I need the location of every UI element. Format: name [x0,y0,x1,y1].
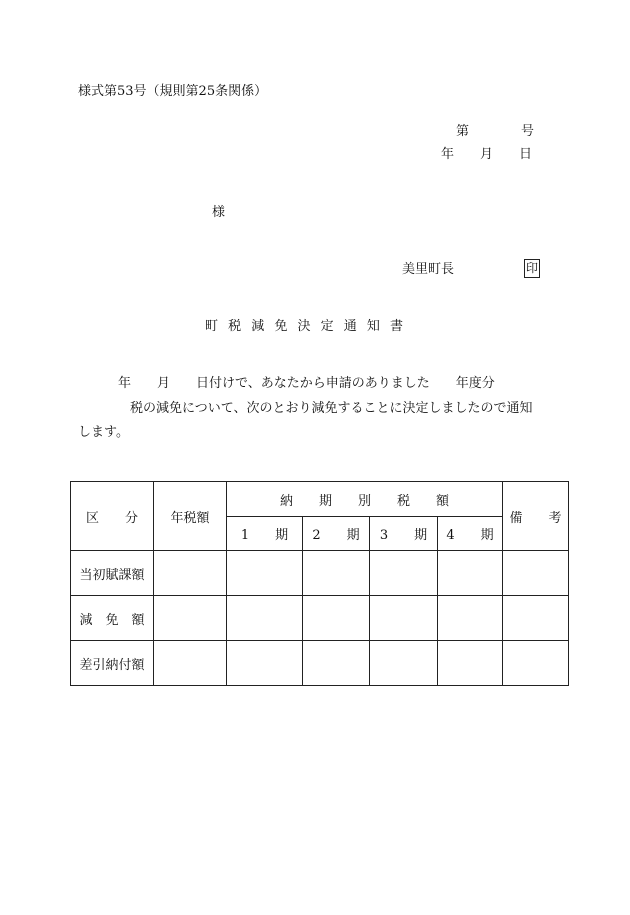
table-row [71,551,569,596]
row-label: 差引納付額 [71,641,154,686]
table-row [71,596,569,641]
document-title: 町 税 減 免 決 定 通 知 書 [205,319,404,334]
annual-tax-cell[interactable] [154,551,227,596]
header-period-3: 3 期 [370,517,438,551]
period-cell[interactable] [227,551,303,596]
header-period-4: 4 期 [438,517,503,551]
issuer-name: 美里町長 [402,262,455,277]
header-category: 区 分 [71,482,154,551]
row-label: 当初賦課額 [71,551,154,596]
row-label: 減 免 額 [71,596,154,641]
annual-tax-cell[interactable] [154,596,227,641]
form-number: 様式第53号（規則第25条関係） [78,84,268,99]
remarks-cell[interactable] [503,641,569,686]
period-cell[interactable] [227,641,303,686]
table-header-row [71,482,569,517]
period-cell[interactable] [438,551,503,596]
period-cell[interactable] [303,641,370,686]
remarks-cell[interactable] [503,596,569,641]
header-installments: 納 期 別 税 額 [227,482,503,517]
period-cell[interactable] [303,596,370,641]
period-cell[interactable] [370,596,438,641]
table-row [71,641,569,686]
period-cell[interactable] [227,596,303,641]
annual-tax-cell[interactable] [154,641,227,686]
period-cell[interactable] [438,641,503,686]
period-cell[interactable] [438,596,503,641]
body-line-3: します。 [78,425,129,440]
header-period-2: 2 期 [303,517,370,551]
addressee-honorific: 様 [212,205,226,220]
header-annual-tax: 年税額 [154,482,227,551]
seal-mark: 印 [524,259,540,278]
tax-reduction-table [70,481,569,686]
period-cell[interactable] [370,551,438,596]
document-date: 年 月 日 [441,147,533,162]
document-number: 第 号 [456,124,535,139]
header-remarks: 備 考 [503,482,569,551]
remarks-cell[interactable] [503,551,569,596]
body-line-1: 年 月 日付けで、あなたから申請のありました 年度分 [118,376,495,391]
period-cell[interactable] [370,641,438,686]
header-period-1: 1 期 [227,517,303,551]
period-cell[interactable] [303,551,370,596]
body-line-2: 税の減免について、次のとおり減免することに決定しましたので通知 [130,401,533,416]
